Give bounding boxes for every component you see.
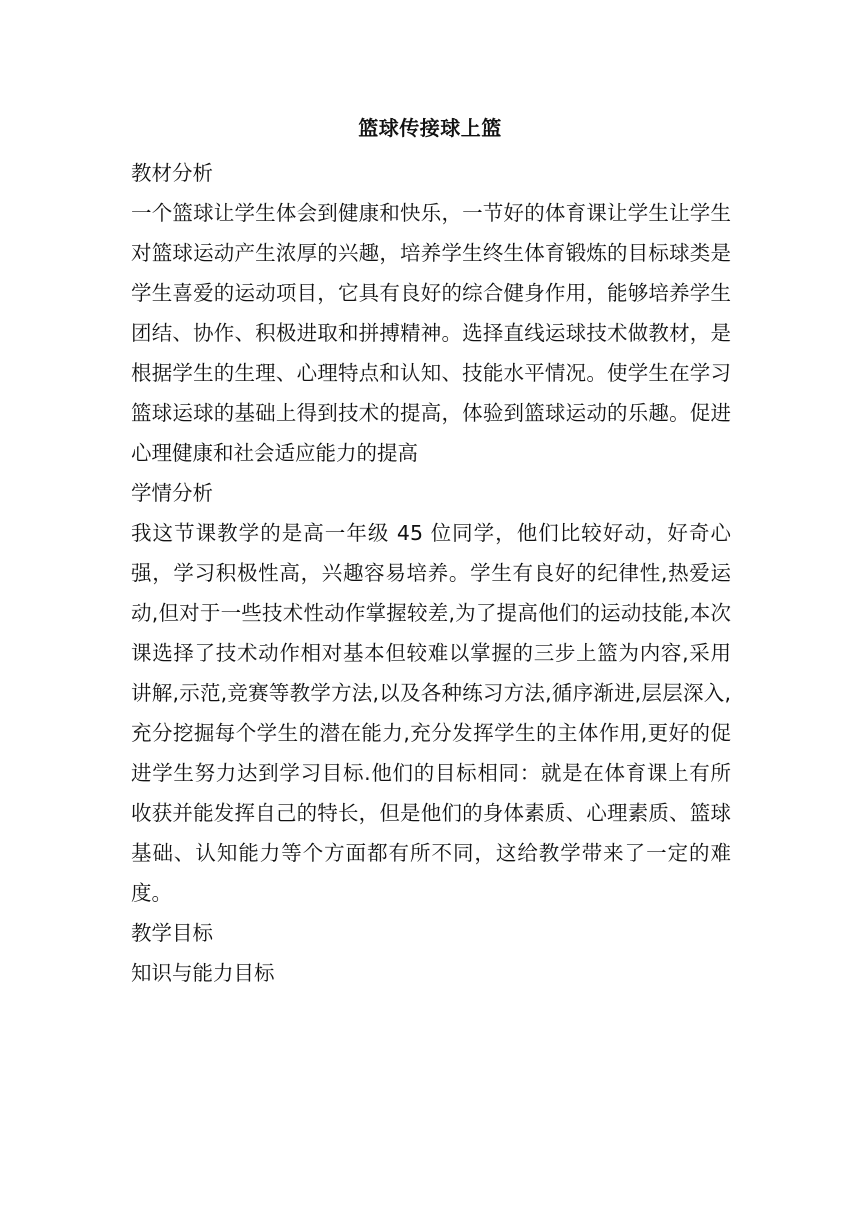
material-analysis-paragraph: 一个篮球让学生体会到健康和快乐，一节好的体育课让学生让学生对篮球运动产生浓厚的兴趣，培养学生终生体育锻炼的目标球类是学生喜爱的运动项目，它具有良好的综合健身作用，能够培养学生团结、协作、积极进取和拼搏精神。选择直线运球技术做教材，是根据学生的生理、心理特点和认知、技能水平情况。使学生在学习篮球运球的基础上得到技术的提高，体验到篮球运动的乐趣。促进心理健康和社会适应能力的提高 [131, 201, 731, 465]
material-analysis-heading: 教材分析 [131, 161, 213, 185]
document-body [131, 153, 731, 993]
student-analysis-heading: 学情分析 [131, 481, 213, 505]
document-title: 篮球传接球上篮 [358, 116, 502, 140]
knowledge-ability-goals-subheading: 知识与能力目标 [131, 961, 275, 985]
student-analysis-paragraph: 我这节课教学的是高一年级 45 位同学，他们比较好动，好奇心强，学习积极性高，兴趣容易培养。学生有良好的纪律性,热爱运动,但对于一些技术性动作掌握较差,为了提高他们的运动技能,本次课选择了技术动作相对基本但较难以掌握的三步上篮为内容,采用讲解,示范,竞赛等教学方法,以及各种练习方法,循序渐进,层层深入,充分挖掘每个学生的潜在能力,充分发挥学生的主体作用,更好的促进学生努力达到学习目标.他们的目标相同：就是在体育课上有所收获并能发挥自己的特长，但是他们的身体素质、心理素质、篮球基础、认知能力等个方面都有所不同，这给教学带来了一定的难度。 [131, 521, 731, 905]
teaching-goals-heading: 教学目标 [131, 921, 213, 945]
